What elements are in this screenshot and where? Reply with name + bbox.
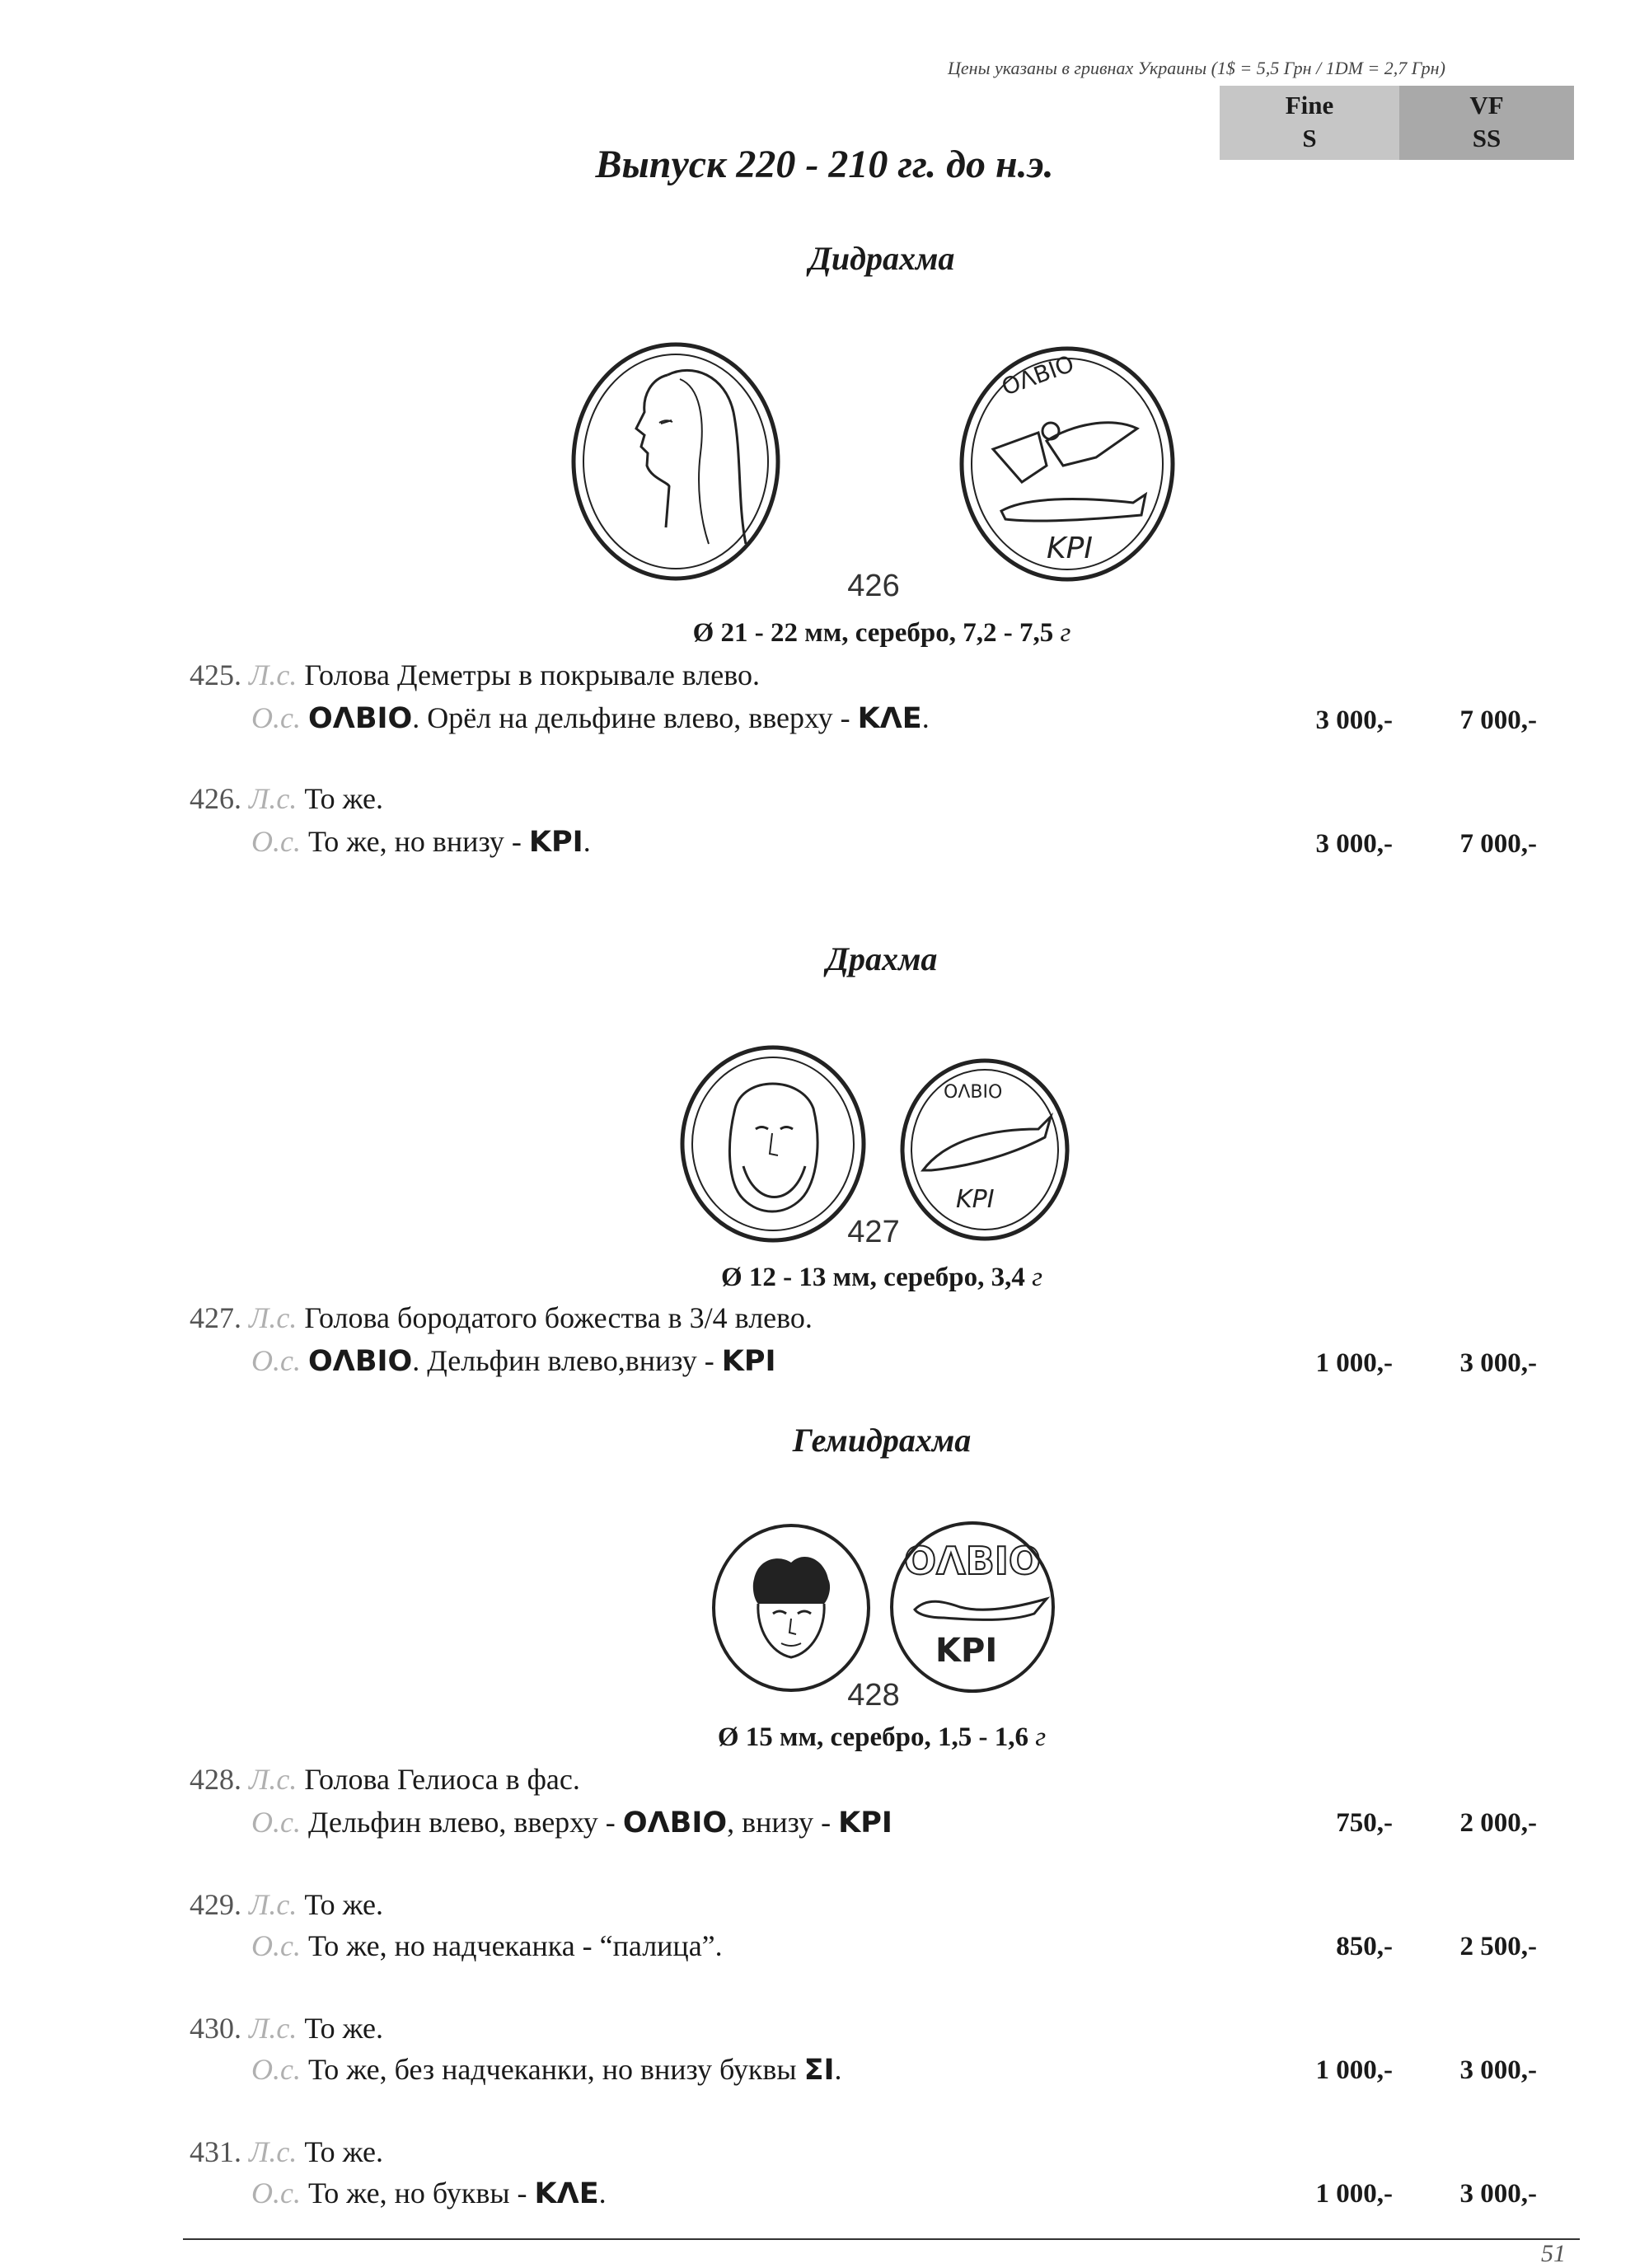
entry-number: 430. <box>190 2012 241 2045</box>
price-vf-429: 2 500,- <box>1459 1932 1537 1961</box>
obverse-abbr: Л.с. <box>249 782 297 815</box>
catalog-entry-431-reverse <box>251 2176 607 2210</box>
catalog-entry-430-reverse <box>251 2052 842 2087</box>
coin-number-426: 426 <box>847 569 900 603</box>
footer-rule <box>183 2238 1580 2240</box>
catalog-entry-429-reverse <box>251 1928 723 1963</box>
obverse-description: То же. <box>304 2012 384 2045</box>
coin-spec-hemidrachm <box>0 1722 1649 1753</box>
reverse-text-mid: . Дельфин влево,внизу - <box>412 1344 722 1377</box>
coin-428-reverse-image <box>886 1515 1067 1696</box>
reverse-abbr: О.с. <box>251 1806 301 1839</box>
price-vf-430: 3 000,- <box>1459 2055 1537 2085</box>
price-vf-427: 3 000,- <box>1459 1348 1537 1378</box>
reverse-legend: ΟΛΒΙΟ <box>307 1345 413 1378</box>
reverse-text-pre: То же, без надчеканки, но внизу буквы <box>307 2053 804 2086</box>
reverse-legend: ΟΛΒΙΟ <box>622 1806 728 1839</box>
grade-fine-sublabel: S <box>1302 124 1317 152</box>
coin-spec-text: Ø 21 - 22 мм, серебро, 7,2 - 7,5 <box>692 618 1054 648</box>
price-fine-427: 1 000,- <box>1315 1348 1393 1378</box>
coin-spec-unit: г <box>1035 1722 1047 1752</box>
coin-number-427: 427 <box>847 1215 900 1249</box>
price-fine-426: 3 000,- <box>1315 829 1393 859</box>
obverse-abbr: Л.с. <box>249 2135 297 2168</box>
coin-427-bottom-legend: ΚΡΙ <box>956 1185 995 1214</box>
price-fine-428: 750,- <box>1336 1808 1393 1838</box>
obverse-description: То же. <box>304 782 384 815</box>
coin-426-bottom-legend: ΚΡΙ <box>1047 532 1093 565</box>
coin-spec-unit: г <box>1032 1263 1043 1292</box>
obverse-abbr: Л.с. <box>249 1763 297 1796</box>
coin-426-obverse-image <box>569 338 783 585</box>
coin-428-bottom-legend: ΚΡΙ <box>935 1632 998 1670</box>
catalog-entry-429-obverse <box>190 1887 383 1922</box>
price-vf-425: 7 000,- <box>1459 705 1537 735</box>
coin-spec-unit: г <box>1060 618 1071 648</box>
price-fine-429: 850,- <box>1336 1932 1393 1961</box>
catalog-entry-431-obverse <box>190 2134 383 2169</box>
coin-spec-didrachm <box>0 618 1649 649</box>
obverse-abbr: Л.с. <box>249 658 297 691</box>
reverse-text-mid: . Орёл на дельфине влево, вверху - <box>412 701 858 734</box>
reverse-text-pre: То же, но буквы - <box>307 2177 535 2209</box>
entry-number: 427. <box>190 1301 241 1334</box>
reverse-text-mid: . <box>834 2053 842 2086</box>
reverse-text-mid: . <box>583 825 591 858</box>
obverse-abbr: Л.с. <box>249 2012 297 2045</box>
price-note: Цены указаны в гривнах Украины (1$ = 5,5 Грн / 1DM = 2,7 Грн) <box>948 58 1445 78</box>
obverse-abbr: Л.с. <box>249 1301 297 1334</box>
reverse-legend: ΚΛΕ <box>534 2177 599 2210</box>
reverse-abbr: О.с. <box>251 2053 301 2086</box>
obverse-description: Голова Гелиоса в фас. <box>304 1763 580 1796</box>
coin-426-top-legend: ОΛΒΙΟ <box>998 349 1078 401</box>
catalog-entry-428-obverse <box>190 1762 580 1797</box>
grade-fine-label: Fine <box>1285 91 1334 119</box>
section-title-didrachm: Дидрахма <box>808 240 955 277</box>
coin-428-obverse-image <box>709 1521 874 1694</box>
price-fine-431: 1 000,- <box>1315 2179 1393 2209</box>
reverse-text-pre: То же, но надчеканка - “палица”. <box>307 1929 723 1962</box>
coin-428-top-legend: ОΛΒΙΟ <box>904 1539 1041 1583</box>
catalog-entry-427-reverse <box>251 1343 776 1378</box>
entry-number: 425. <box>190 658 241 691</box>
obverse-abbr: Л.с. <box>249 1888 297 1921</box>
reverse-legend: ΚΡΙ <box>528 826 583 859</box>
entry-number: 429. <box>190 1888 241 1921</box>
price-vf-428: 2 000,- <box>1459 1808 1537 1838</box>
entry-number: 431. <box>190 2135 241 2168</box>
reverse-text-mid: . <box>598 2177 607 2209</box>
catalog-entry-425-obverse <box>190 658 760 692</box>
price-fine-430: 1 000,- <box>1315 2055 1393 2085</box>
price-vf-426: 7 000,- <box>1459 829 1537 859</box>
entry-number: 428. <box>190 1763 241 1796</box>
obverse-description: То же. <box>304 2135 384 2168</box>
page-number: 51 <box>1541 2240 1566 2267</box>
grade-vf-label: VF <box>1469 91 1504 119</box>
grade-vf-sublabel: SS <box>1472 124 1501 152</box>
reverse-text-mid: , внизу - <box>727 1806 839 1839</box>
section-title-drachm: Драхма <box>826 940 938 977</box>
reverse-legend: ΟΛΒΙΟ <box>307 702 413 735</box>
reverse-legend-secondary: ΚΡΙ <box>721 1345 776 1378</box>
reverse-abbr: О.с. <box>251 825 301 858</box>
catalog-entry-427-obverse <box>190 1300 813 1335</box>
reverse-legend-secondary: ΚΡΙ <box>838 1806 892 1839</box>
catalog-entry-428-reverse <box>251 1805 892 1839</box>
issue-title: Выпуск 220 - 210 гг. до н.э. <box>595 143 1054 186</box>
catalog-entry-430-obverse <box>190 2011 383 2045</box>
coin-426-reverse-image <box>956 342 1178 585</box>
catalog-entry-426-reverse <box>251 824 591 859</box>
coin-number-428: 428 <box>847 1678 900 1713</box>
price-fine-425: 3 000,- <box>1315 705 1393 735</box>
reverse-text-pre: Дельфин влево, вверху - <box>307 1806 623 1839</box>
entry-number: 426. <box>190 782 241 815</box>
obverse-description: То же. <box>304 1888 384 1921</box>
catalog-entry-426-obverse <box>190 781 383 816</box>
obverse-description: Голова бородатого божества в 3/4 влево. <box>304 1301 813 1334</box>
coin-427-top-legend: ОΛΒΙΟ <box>944 1082 1003 1103</box>
reverse-legend-secondary: ΚΛΕ <box>857 702 922 735</box>
obverse-description: Голова Деметры в покрывале влево. <box>304 658 761 691</box>
coin-spec-drachm <box>0 1263 1649 1293</box>
coin-spec-text: Ø 15 мм, серебро, 1,5 - 1,6 <box>717 1722 1029 1752</box>
reverse-abbr: О.с. <box>251 1344 301 1377</box>
reverse-legend: ΣΙ <box>803 2054 835 2087</box>
reverse-text-pre: То же, но внизу - <box>307 825 529 858</box>
reverse-abbr: О.с. <box>251 1929 301 1962</box>
catalog-entry-425-reverse <box>251 701 930 735</box>
section-title-hemidrachm: Гемидрахма <box>792 1422 972 1459</box>
reverse-abbr: О.с. <box>251 701 301 734</box>
reverse-abbr: О.с. <box>251 2177 301 2209</box>
reverse-text-post: . <box>921 701 930 734</box>
price-vf-431: 3 000,- <box>1459 2179 1537 2209</box>
coin-spec-text: Ø 12 - 13 мм, серебро, 3,4 <box>720 1263 1025 1292</box>
